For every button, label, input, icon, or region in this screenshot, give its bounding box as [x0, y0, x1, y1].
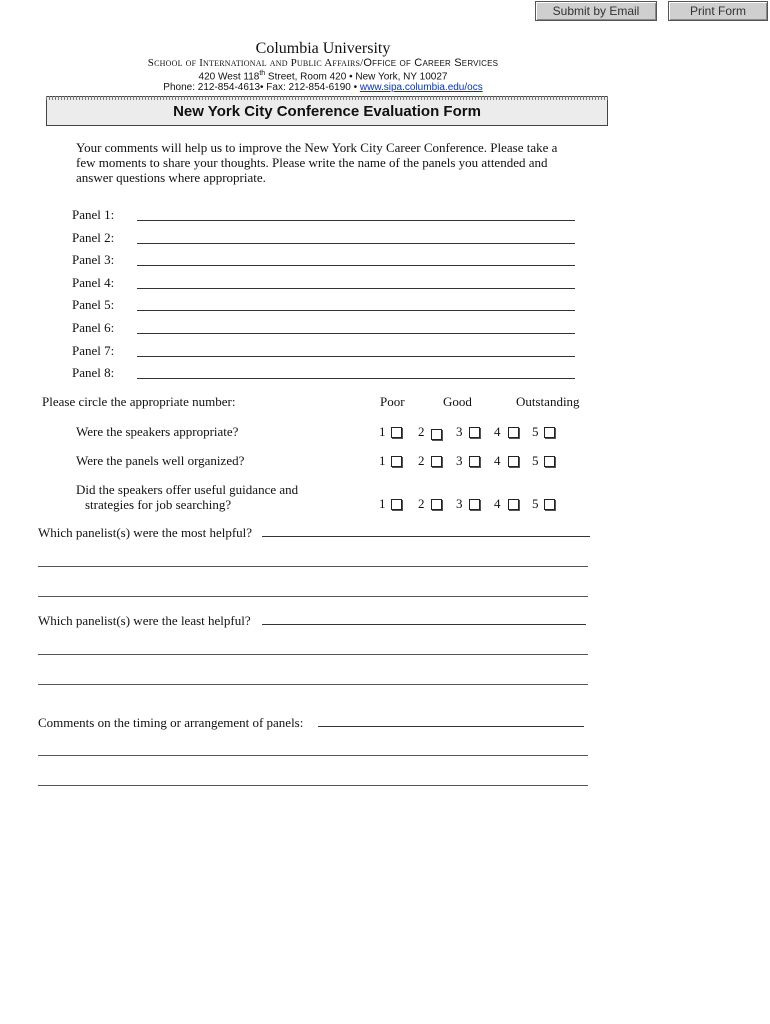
- most-helpful-line-3[interactable]: [38, 596, 588, 597]
- rating-question-1: Were the speakers appropriate?: [76, 424, 239, 439]
- panel-1-input[interactable]: [137, 220, 575, 221]
- rating-q2-option-1-checkbox[interactable]: [391, 456, 402, 467]
- panel-7-label: Panel 7:: [72, 342, 115, 358]
- comments-input[interactable]: [318, 726, 584, 727]
- panel-6-label: Panel 6:: [72, 320, 115, 335]
- panel-3-input[interactable]: [137, 265, 575, 266]
- rating-q3-option-2-checkbox[interactable]: [431, 499, 442, 510]
- least-helpful-question: Which panelist(s) were the least helpful?: [38, 613, 251, 628]
- address-city: Street, Room 420 • New York, NY 10027: [265, 71, 448, 83]
- panel-1-label: Panel 1:: [72, 207, 115, 222]
- rating-number-4: 4: [494, 424, 501, 439]
- website-link[interactable]: www.sipa.columbia.edu/ocs: [359, 82, 483, 93]
- school-name: School of International and Public Affairs/: [147, 57, 364, 69]
- panel-7-input[interactable]: [137, 356, 575, 357]
- panel-5-input[interactable]: [137, 310, 575, 311]
- address-street: 420 West 118: [198, 71, 260, 83]
- rating-number-4: 4: [494, 496, 501, 511]
- rating-q3-option-4-checkbox[interactable]: [508, 499, 519, 510]
- rating-q2-option-2-checkbox[interactable]: [431, 456, 442, 467]
- comments-line-3[interactable]: [38, 785, 588, 786]
- rating-number-5: 5: [532, 453, 539, 468]
- title-box-border: [46, 96, 608, 100]
- rating-q2-option-3-checkbox[interactable]: [469, 456, 480, 467]
- address-sup: th: [259, 70, 266, 77]
- scale-good-label: Good: [443, 394, 472, 409]
- panel-8-label: Panel 8:: [72, 365, 115, 381]
- comments-question: Comments on the timing or arrangement of panels:: [38, 715, 304, 730]
- rating-q1-option-1-checkbox[interactable]: [391, 427, 402, 438]
- submit-by-email-button[interactable]: Submit by Email: [535, 1, 657, 21]
- intro-text: Your comments will help us to improve the New York City Career Conference. Please take a few moments to share your thoughts. Please write the name of the panels you attended and answer questions where appropriate.: [76, 140, 558, 185]
- form-title: New York City Conference Evaluation Form: [46, 96, 608, 126]
- panel-4-label: Panel 4:: [72, 274, 115, 290]
- rating-number-5: 5: [532, 424, 539, 439]
- contact-line: [0, 82, 646, 93]
- panel-6-input[interactable]: [137, 333, 575, 334]
- rating-q3-option-3-checkbox[interactable]: [469, 499, 480, 510]
- rating-question-3: [76, 482, 308, 512]
- rating-number-3: 3: [456, 453, 463, 468]
- comments-line-2[interactable]: [38, 755, 588, 756]
- rating-question-3-line-1: Did the speakers offer useful guidance and: [76, 482, 299, 497]
- rating-q3-option-1-checkbox[interactable]: [391, 499, 402, 510]
- rating-q1-option-2-checkbox[interactable]: [431, 429, 442, 440]
- panel-3-label: Panel 3:: [72, 252, 115, 268]
- scale-poor-label: Poor: [380, 394, 405, 409]
- most-helpful-input[interactable]: [262, 536, 590, 537]
- rating-q1-option-4-checkbox[interactable]: [508, 427, 519, 438]
- panel-8-input[interactable]: [137, 378, 575, 379]
- rating-number-1: 1: [379, 424, 386, 439]
- rating-question-3-line-2: strategies for job searching?: [85, 497, 232, 512]
- rating-q2-option-4-checkbox[interactable]: [508, 456, 519, 467]
- rating-question-2: Were the panels well organized?: [76, 453, 245, 468]
- rating-number-2: 2: [418, 424, 425, 439]
- school-office-line: [0, 57, 646, 69]
- scale-outstanding-label: Outstanding: [516, 394, 580, 409]
- address-line: [0, 70, 646, 82]
- most-helpful-question: Which panelist(s) were the most helpful?: [38, 525, 253, 540]
- rating-q1-option-5-checkbox[interactable]: [544, 427, 555, 438]
- rating-number-3: 3: [456, 424, 463, 439]
- most-helpful-line-2[interactable]: [38, 566, 588, 567]
- rating-number-2: 2: [418, 453, 425, 468]
- least-helpful-input[interactable]: [262, 624, 586, 625]
- panel-2-label: Panel 2:: [72, 229, 115, 245]
- rating-number-3: 3: [456, 496, 463, 511]
- panel-4-input[interactable]: [137, 288, 575, 289]
- least-helpful-line-3[interactable]: [38, 684, 588, 685]
- university-name: Columbia University: [255, 40, 391, 57]
- least-helpful-line-2[interactable]: [38, 654, 588, 655]
- rating-number-2: 2: [418, 496, 425, 511]
- rating-q3-option-5-checkbox[interactable]: [544, 499, 555, 510]
- print-form-button[interactable]: Print Form: [668, 1, 768, 21]
- rating-instruction: Please circle the appropriate number:: [42, 394, 236, 409]
- office-name: Office of Career Services: [363, 57, 499, 69]
- rating-number-1: 1: [379, 496, 386, 511]
- panel-5-label: Panel 5:: [72, 297, 115, 313]
- rating-number-4: 4: [494, 453, 501, 468]
- phone-fax: Phone: 212-854-4613• Fax: 212-854-6190 •: [163, 82, 360, 93]
- panel-2-input[interactable]: [137, 243, 575, 244]
- rating-number-1: 1: [379, 453, 386, 468]
- rating-q2-option-5-checkbox[interactable]: [544, 456, 555, 467]
- rating-number-5: 5: [532, 496, 539, 511]
- rating-q1-option-3-checkbox[interactable]: [469, 427, 480, 438]
